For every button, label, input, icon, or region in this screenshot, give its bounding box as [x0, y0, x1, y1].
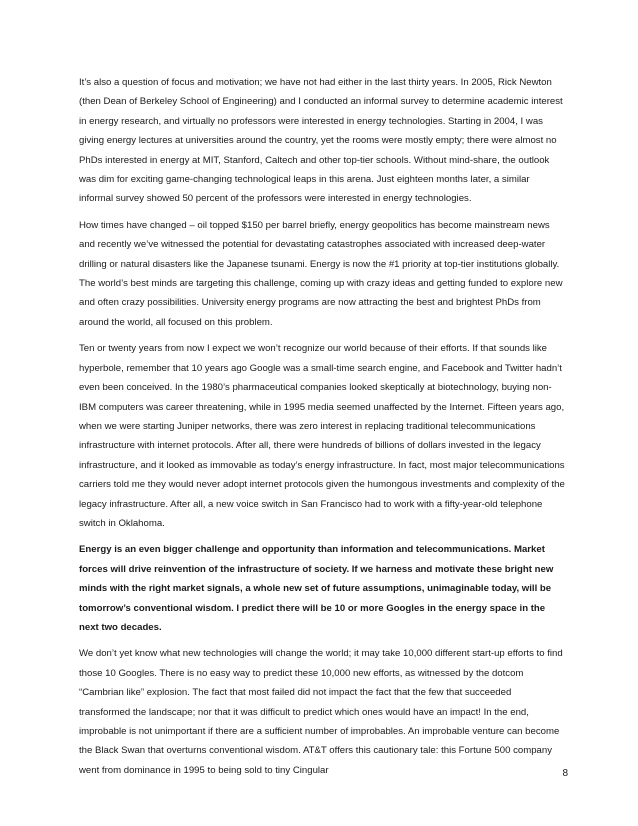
paragraph-new-technologies: We don’t yet know what new technologies will change the world; it may take 10,000 different start-up efforts to find those 10 Googles. There is no easy way to predict these 10,000 new efforts, as witnessed by the dotcom “Cambrian like” explosion. The fact that most failed did not impact the fact that the few that succeeded transformed the landscape; nor that it was difficult to predict which ones would have an impact! In the end, improbable is not unimportant if there are a sufficient number of improbables. An improbable venture can become the Black Swan that overturns conventional wisdom. AT&T offers this cautionary tale: this Fortune 500 company went from dominance in 1995 to being sold to tiny Cingular: [79, 648, 563, 776]
page-number: 8: [562, 768, 568, 779]
paragraph-times-changed: How times have changed – oil topped $150 per barrel briefly, energy geopolitics has become mainstream news and recently we’ve witnessed the potential for devastating catastrophes associated with increased deep-water drilling or natural disasters like the Japanese tsunami. Energy is now the #1 priority at top-tier institutions globally. The world’s best minds are targeting this challenge, coming up with crazy ideas and getting funded to explore new and often crazy possibilities. University energy programs are now attracting the best and brightest PhDs from around the world, all focused on this problem.: [79, 219, 563, 328]
paragraph-energy-challenge: Energy is an even bigger challenge and opportunity than information and telecommunications. Market forces will drive reinvention of the infrastructure of society. If we harness and motivate these bright new minds with the right market signals, a whole new set of future assumptions, unimaginable today, will be tomorrow’s conventional wisdom. I predict there will be 10 or more Googles in the energy space in the next two decades.: [79, 544, 554, 633]
paragraph-focus-motivation: It’s also a question of focus and motivation; we have not had either in the last thirty years. In 2005, Rick Newton (then Dean of Berkeley School of Engineering) and I conducted an informal survey to determine academic interest in energy research, and virtually no professors were interested in energy technologies. Starting in 2004, I was giving energy lectures at universities around the country, yet the rooms were mostly empty; there were almost no PhDs interested in energy at MIT, Stanford, Caltech and other top-tier schools. Without mind-share, the outlook was dim for exciting game-changing technological leaps in this arena. Just eighteen months later, a similar informal survey showed 50 percent of the professors were interested in energy technologies.: [79, 77, 563, 205]
body-text: [79, 73, 565, 787]
paragraph-twenty-years: Ten or twenty years from now I expect we won’t recognize our world because of their efforts. If that sounds like hyperbole, remember that 10 years ago Google was a small-time search engine, and Facebook and Twitter hadn’t even been conceived. In the 1980’s pharmaceutical companies looked skeptically at biotechnology, buying non-IBM computers was career threatening, while in 1995 media seemed unaffected by the Internet. Fifteen years ago, when we were starting Juniper networks, there was zero interest in replacing traditional telecommunications infrastructure with internet protocols. After all, there were hundreds of billions of dollars invested in the legacy infrastructure, and it looked as immovable as today’s energy infrastructure. In fact, most major telecommunications carriers told me they would never adopt internet protocols given the humongous investments and complexity of the legacy infrastructure. After all, a new voice switch in San Francisco had to work with a fifty-year-old telephone switch in Oklahoma.: [79, 343, 565, 529]
